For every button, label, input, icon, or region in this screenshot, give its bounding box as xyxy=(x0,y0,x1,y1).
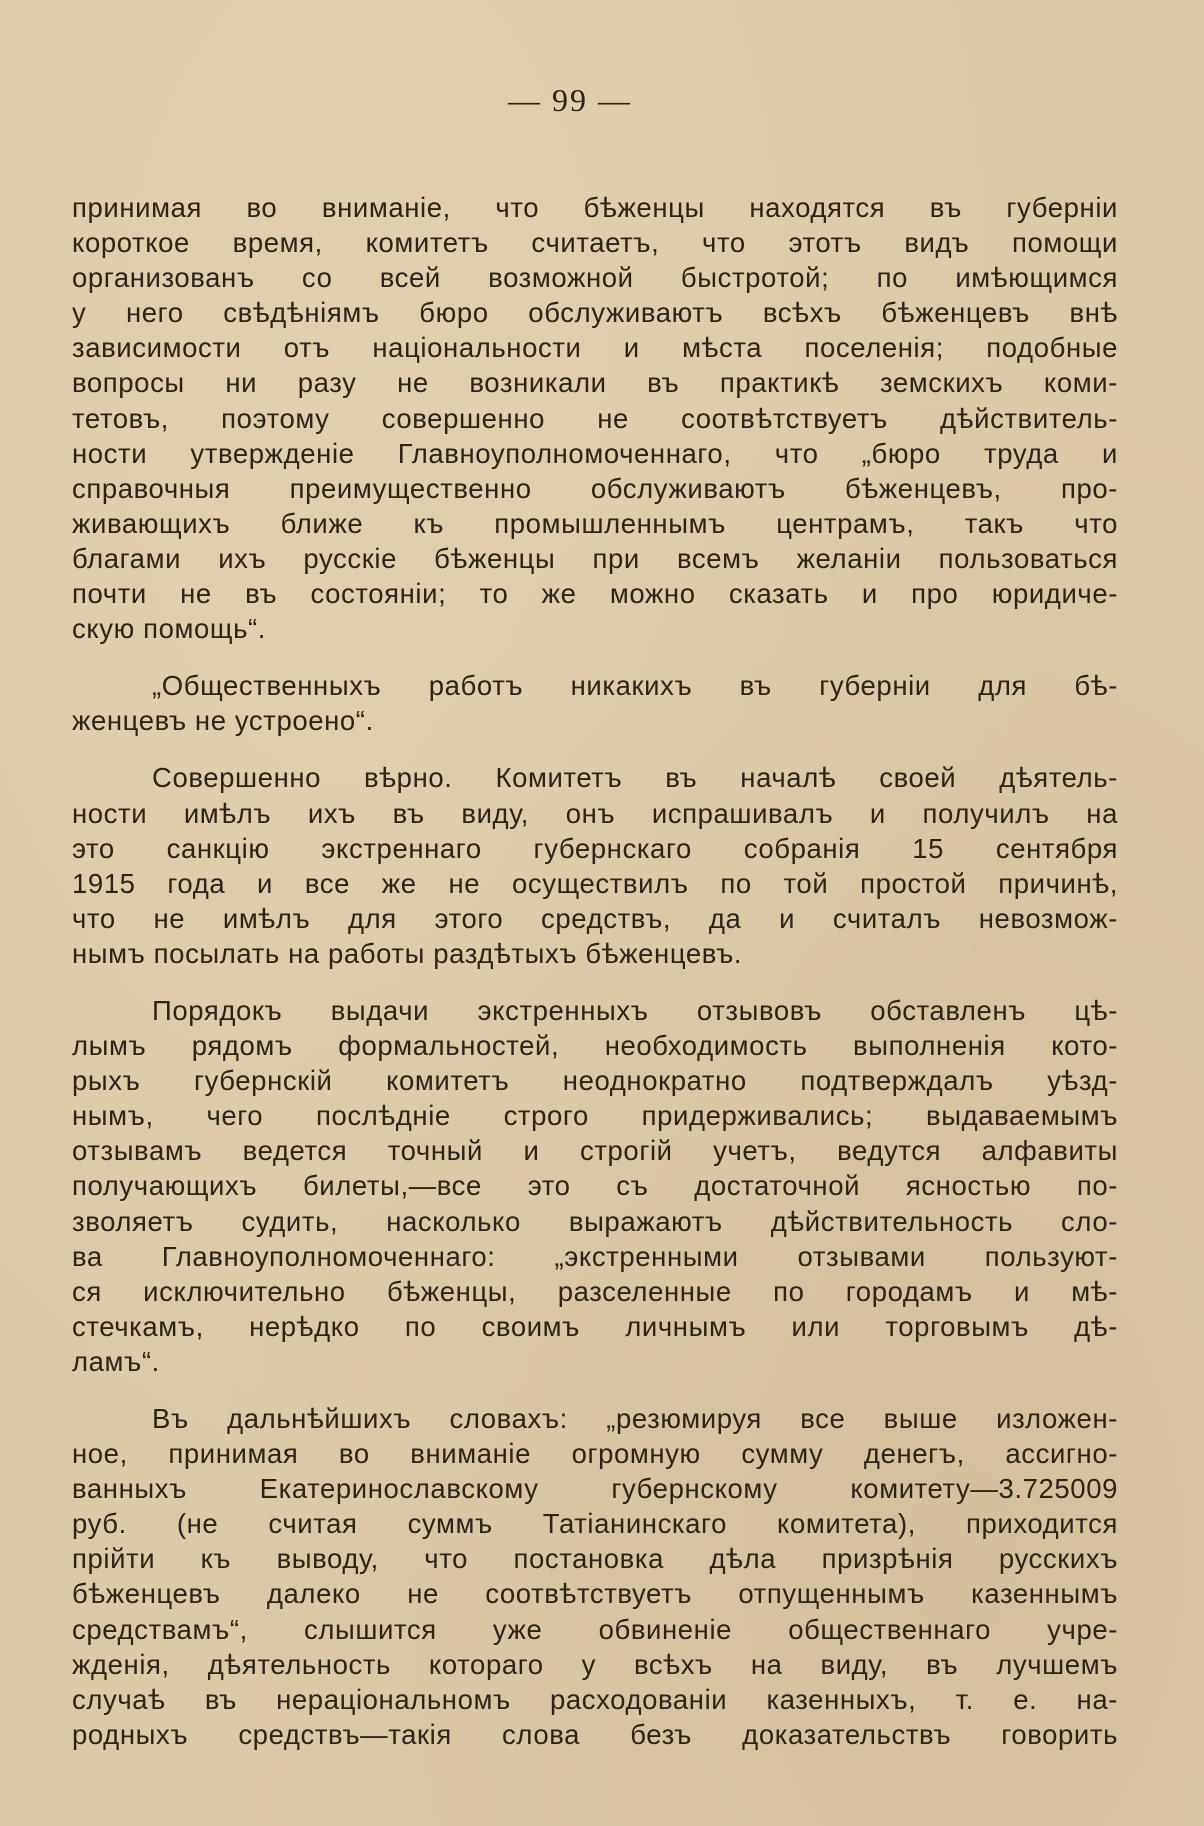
paragraph xyxy=(72,190,1118,646)
page-number: — 99 — xyxy=(508,82,632,118)
text-line: стечкамъ, нерѣдко по своимъ личнымъ или торговымъ дѣ- xyxy=(72,1310,1118,1342)
text-line: прійти къ выводу, что постановка дѣла призрѣнія русскихъ xyxy=(72,1543,1118,1575)
paragraph xyxy=(72,760,1118,971)
text-line: Совершенно вѣрно. Комитетъ въ началѣ своей дѣятель- xyxy=(152,762,1118,794)
text-line: Въ дальнѣйшихъ словахъ: „резюмируя все выше изложен- xyxy=(152,1403,1118,1434)
text-line: благами ихъ русскіе бѣженцы при всемъ желаніи пользоваться xyxy=(72,542,1118,574)
text-line: у него свѣдѣніямъ бюро обслуживаютъ всѣхъ бѣженцевъ внѣ xyxy=(72,297,1118,329)
text-line: нымъ, чего послѣдніе строго придерживались; выдаваемымъ xyxy=(72,1100,1118,1132)
paragraph-gap xyxy=(72,1379,1118,1401)
text-line: зависимости отъ національности и мѣста поселенія; подобные xyxy=(72,332,1118,364)
paragraph-gap xyxy=(72,646,1118,668)
paragraph-gap xyxy=(72,971,1118,993)
paragraph-gap xyxy=(72,738,1118,760)
text-line: Порядокъ выдачи экстренныхъ отзывовъ обставленъ цѣ- xyxy=(152,994,1118,1026)
text-line: тетовъ, поэтому совершенно не соотвѣтствуетъ дѣйствитель- xyxy=(72,402,1118,434)
text-line: почти не въ состояніи; то же можно сказать и про юридиче- xyxy=(72,578,1118,610)
text-line: родныхъ средствъ—такія слова безъ доказательствъ говорить xyxy=(72,1718,1118,1750)
text-line: живающихъ ближе къ промышленнымъ центрамъ, такъ что xyxy=(72,507,1118,539)
text-line: бѣженцевъ далеко не соотвѣтствуетъ отпущеннымъ казеннымъ xyxy=(72,1578,1118,1610)
paragraph xyxy=(72,1401,1118,1752)
paragraph xyxy=(72,993,1118,1379)
text-line: организованъ со всей возможной быстротой; по имѣющимся xyxy=(72,262,1118,294)
text-line: ся исключительно бѣженцы, разселенные по городамъ и мѣ- xyxy=(72,1275,1118,1307)
text-line: случаѣ въ нераціональномъ расходованіи казенныхъ, т. е. на- xyxy=(72,1683,1118,1715)
text-line: короткое время, комитетъ считаетъ, что этотъ видъ помощи xyxy=(72,227,1118,259)
text-line: получающихъ билеты,—все это съ достаточной ясностью по- xyxy=(72,1170,1118,1202)
text-line: руб. (не считая суммъ Татіанинскаго комитета), приходится xyxy=(72,1508,1118,1540)
text-line: это санкцію экстреннаго губернскаго собранія 15 сентября xyxy=(72,832,1118,864)
text-line: вопросы ни разу не возникали въ практикѣ земскихъ коми- xyxy=(72,367,1118,399)
text-line: средствамъ“, слышится уже обвиненіе общественнаго учре- xyxy=(72,1613,1118,1645)
text-line: что не имѣлъ для этого средствъ, да и считалъ невозмож- xyxy=(72,902,1118,934)
text-line: „Общественныхъ работъ никакихъ въ губерніи для бѣ- xyxy=(152,670,1118,702)
text-line: ламъ“. xyxy=(72,1345,160,1377)
text-line: справочныя преимущественно обслуживаютъ бѣженцевъ, про- xyxy=(72,472,1118,504)
text-line: принимая во вниманіе, что бѣженцы находятся въ губерніи xyxy=(72,192,1118,223)
text-line: жденія, дѣятельность котораго у всѣхъ на виду, въ лучшемъ xyxy=(72,1648,1118,1680)
paragraph xyxy=(72,668,1118,738)
text-line: лымъ рядомъ формальностей, необходимость выполненія кото- xyxy=(72,1030,1118,1062)
text-line: ности утвержденіе Главноуполномоченнаго, что „бюро труда и xyxy=(72,437,1118,469)
text-line: рыхъ губернскій комитетъ неоднократно подтверждалъ уѣзд- xyxy=(72,1065,1118,1097)
text-line: ности имѣлъ ихъ въ виду, онъ испрашивалъ и получилъ на xyxy=(72,797,1118,829)
text-line: отзывамъ ведется точный и строгій учетъ, ведутся алфавиты xyxy=(72,1135,1118,1167)
text-line: ванныхъ Екатеринославскому губернскому комитету—3.725009 xyxy=(72,1473,1118,1505)
text-line: 1915 года и все же не осуществилъ по той простой причинѣ, xyxy=(72,867,1118,899)
text-line: женцевъ не устроено“. xyxy=(72,705,374,737)
text-line: ное, принимая во вниманіе огромную сумму денегъ, ассигно- xyxy=(72,1438,1118,1470)
body-text xyxy=(72,190,1118,1752)
text-line: скую помощь“. xyxy=(72,613,267,645)
text-line: нымъ посылать на работы раздѣтыхъ бѣженцевъ. xyxy=(72,937,743,969)
text-line: ва Главноуполномоченнаго: „экстренными отзывами пользуют- xyxy=(72,1240,1118,1272)
text-line: зволяетъ судить, насколько выражаютъ дѣйствительность сло- xyxy=(72,1205,1118,1237)
